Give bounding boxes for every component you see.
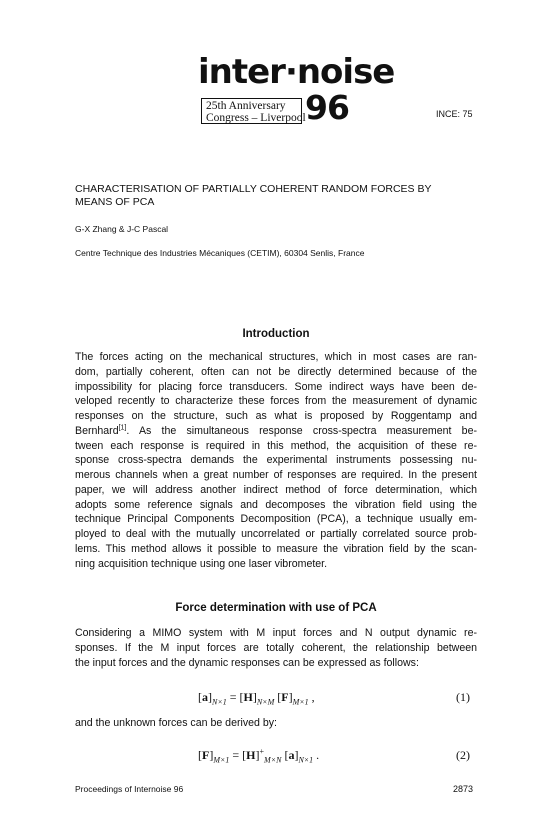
text-line: responses on the structure, such as what is proposed by Roggentamp and [75, 410, 477, 422]
text-line: impossibility for placing force transducers. Some indirect ways have been de- [75, 380, 477, 393]
anniversary-box [201, 98, 306, 124]
text-line: Considering a MIMO system with M input forces and N output dynamic re- [75, 627, 477, 639]
text-line: sponse cross-spectra demands the experimental instruments possessing nu- [75, 454, 477, 467]
force-determination-heading: Force determination with use of PCA [175, 602, 377, 614]
affiliation: Centre Technique des Industries Mécaniques (CETIM), 60304 Senlis, France [75, 248, 365, 258]
text-line: and the unknown forces can be derived by: [75, 717, 278, 729]
citation-author: Bernhard [75, 424, 119, 437]
ince-reference: INCE: 75 [436, 109, 473, 119]
anniversary-line-2: Congress – Liverpool [206, 112, 306, 124]
citation-rest: . As the simultaneous response cross-spectra measurement be- [126, 424, 477, 437]
text-line: merous channels when a great number of responses are required. In the present [75, 469, 477, 481]
paper-title [75, 183, 475, 209]
text-line: the input forces and the dynamic responses can be expressed as follows: [75, 656, 419, 669]
text-line: The forces acting on the mechanical structures, which in most cases are ran- [75, 351, 477, 363]
text-line: veloped recently to characterize these forces from the measurement of dynamic [75, 395, 477, 408]
text-line: paper, we will address another indirect method of force determination, which [75, 483, 477, 496]
text-line: ployed to deal with the mutually uncorrelated or partially correlated source prob- [75, 528, 477, 540]
equation-2: $[F]_{M\times 1} = [H]^+_{M\times N}$ $[a]_{N\times 1}$ . [198, 747, 320, 765]
title-line-2: MEANS OF PCA [75, 196, 155, 208]
text-line: technique Principal Components Decomposition (PCA), a technique usually em- [75, 513, 477, 526]
derived-line [75, 716, 477, 731]
citation-ref: [1] [118, 424, 127, 432]
text-line: sponses. If the M input forces are totally coherent, the relationship between [75, 641, 477, 654]
introduction-heading: Introduction [242, 328, 310, 340]
text-line: dom, partially coherent, often can not be directly determined because of the [75, 365, 477, 378]
text-line: tween each response is required in this method, the acquisition of these re- [75, 439, 477, 452]
footer-proceedings: Proceedings of Internoise 96 [75, 784, 184, 794]
introduction-paragraph [75, 350, 477, 571]
text-line: ning acquisition technique using one laser vibrometer. [75, 557, 328, 570]
internoise-logo-word: inter·noise [198, 52, 395, 92]
text-line-with-citation [75, 424, 477, 439]
anniversary-line-1: 25th Anniversary [206, 100, 286, 112]
title-line-1: CHARACTERISATION OF PARTIALLY COHERENT RANDOM FORCES BY [75, 183, 432, 195]
text-line: lems. This method allows it possible to measure the vibration field by the scan- [75, 542, 477, 555]
authors: G-X Zhang & J-C Pascal [75, 224, 169, 234]
force-paragraph [75, 626, 477, 670]
equation-2-number: (2) [456, 748, 470, 762]
logo-year: 96 [305, 88, 349, 127]
equation-1-number: (1) [456, 690, 470, 704]
equation-1: $[a]_{N\times 1} = [H]_{N\times M}$ $[F]_{M\times 1}$ , [198, 690, 315, 707]
page-number: 2873 [453, 784, 474, 794]
text-line: adopts some reference signals and decomposes the vibration field using the [75, 498, 477, 511]
